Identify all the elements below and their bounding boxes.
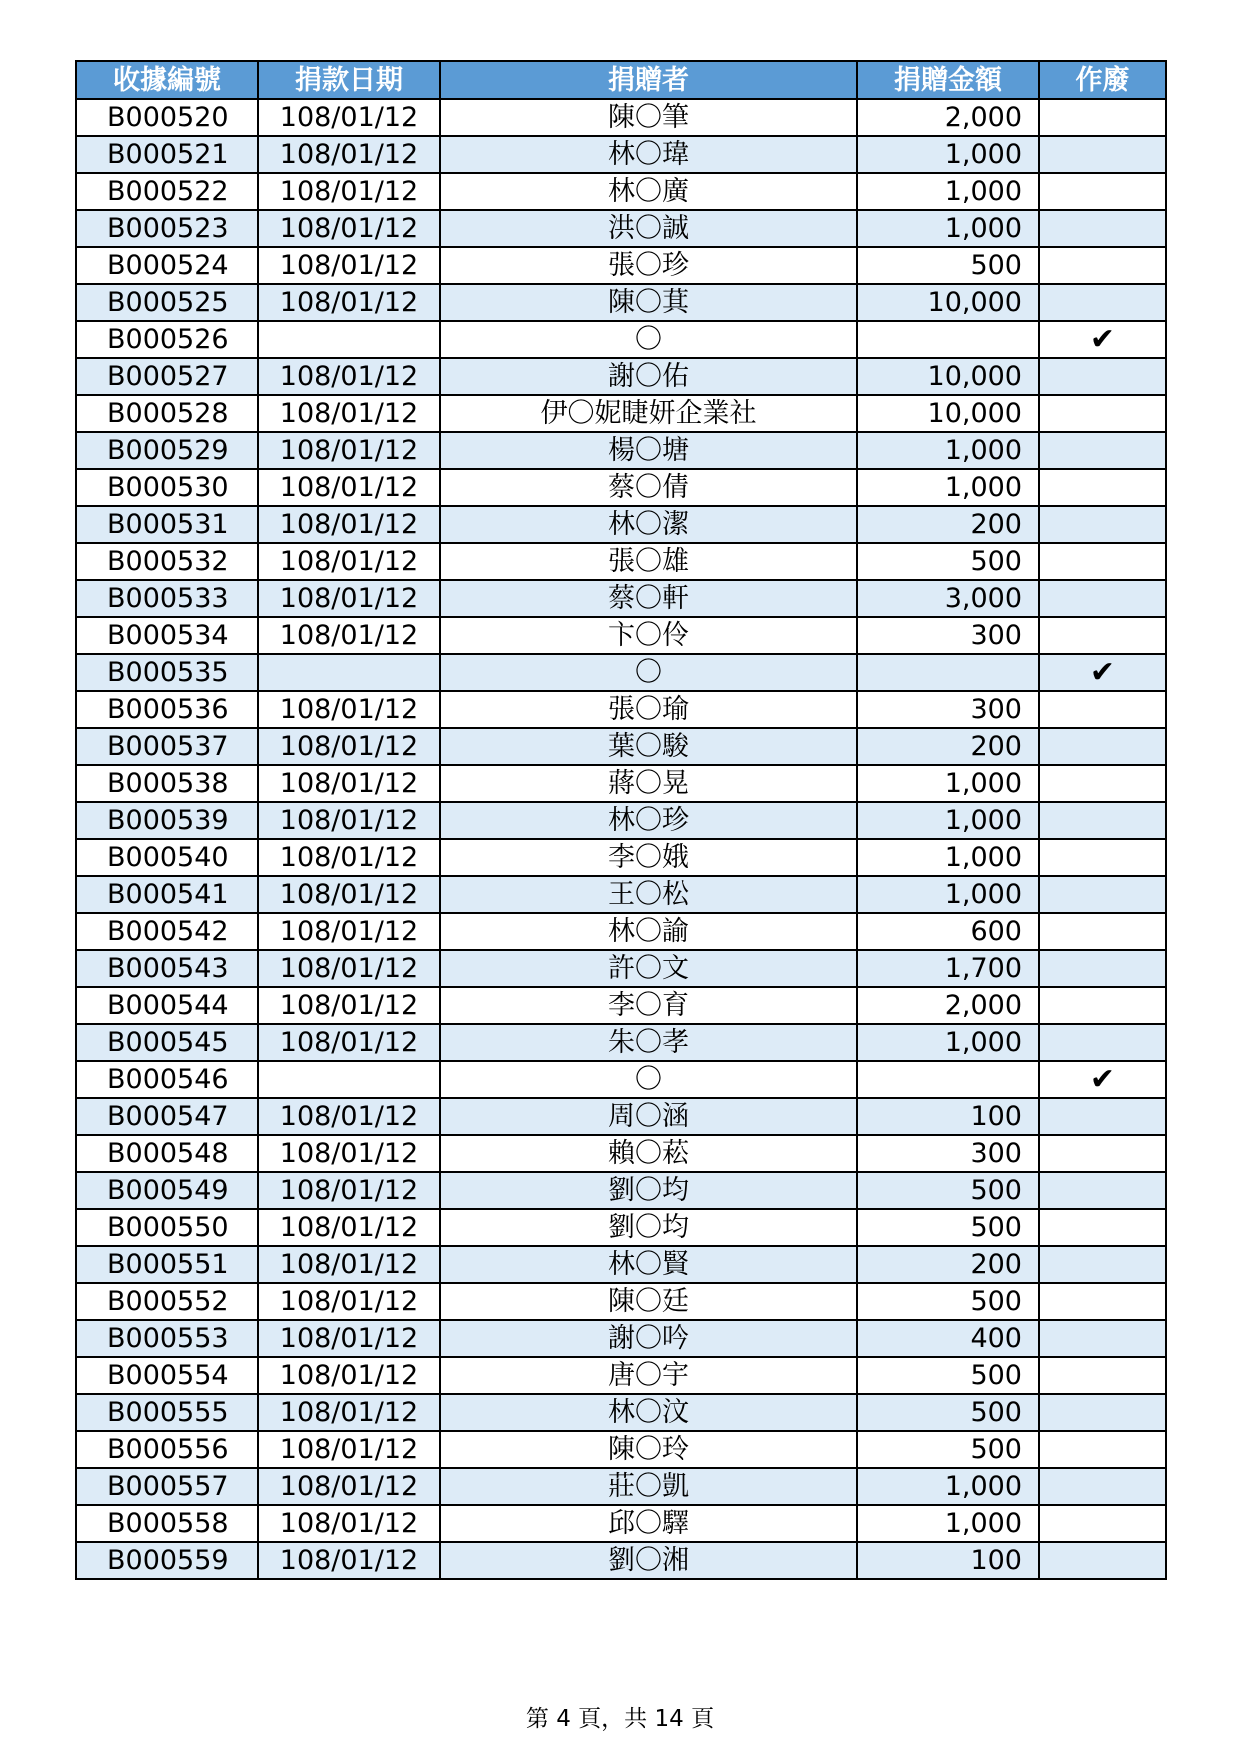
- cell-donation-date: 108/01/12: [258, 765, 440, 802]
- cell-donation-amount: 500: [857, 1172, 1039, 1209]
- table-row: [76, 395, 1166, 432]
- table-row: [76, 543, 1166, 580]
- donation-table: [75, 60, 1167, 1580]
- cell-donor: 林〇廣: [440, 173, 857, 210]
- cell-void-mark: [1039, 1505, 1166, 1542]
- table-row: [76, 469, 1166, 506]
- cell-void-mark: [1039, 987, 1166, 1024]
- cell-donation-amount: 300: [857, 691, 1039, 728]
- cell-donor: 林〇珍: [440, 802, 857, 839]
- cell-void-mark: [1039, 1320, 1166, 1357]
- cell-void-mark: [1039, 728, 1166, 765]
- table-row: [76, 802, 1166, 839]
- cell-donation-date: 108/01/12: [258, 210, 440, 247]
- cell-donation-date: 108/01/12: [258, 506, 440, 543]
- cell-donor: 洪〇誠: [440, 210, 857, 247]
- cell-donor: 卞〇伶: [440, 617, 857, 654]
- header-donation-date: 捐款日期: [258, 61, 440, 99]
- table-row: [76, 876, 1166, 913]
- cell-donation-amount: 1,000: [857, 432, 1039, 469]
- cell-donation-amount: 1,000: [857, 469, 1039, 506]
- table-row: [76, 839, 1166, 876]
- cell-donation-date: 108/01/12: [258, 469, 440, 506]
- cell-donor: 劉〇均: [440, 1172, 857, 1209]
- cell-receipt-number: B000549: [76, 1172, 258, 1209]
- cell-donor: 林〇潔: [440, 506, 857, 543]
- cell-donor: 賴〇菘: [440, 1135, 857, 1172]
- header-void: 作廢: [1039, 61, 1166, 99]
- cell-receipt-number: B000531: [76, 506, 258, 543]
- cell-donation-amount: 600: [857, 913, 1039, 950]
- cell-donor: 謝〇佑: [440, 358, 857, 395]
- cell-donation-amount: 1,000: [857, 136, 1039, 173]
- cell-donor: 王〇松: [440, 876, 857, 913]
- cell-void-mark: [1039, 802, 1166, 839]
- header-donation-amount: 捐贈金額: [857, 61, 1039, 99]
- cell-void-mark: [1039, 1468, 1166, 1505]
- table-row: [76, 765, 1166, 802]
- cell-donation-date: 108/01/12: [258, 691, 440, 728]
- cell-donor: 張〇瑜: [440, 691, 857, 728]
- cell-void-mark: [1039, 247, 1166, 284]
- cell-receipt-number: B000533: [76, 580, 258, 617]
- cell-donor: 楊〇塘: [440, 432, 857, 469]
- table-row: [76, 1283, 1166, 1320]
- cell-donation-date: 108/01/12: [258, 358, 440, 395]
- cell-donation-date: 108/01/12: [258, 1024, 440, 1061]
- cell-donation-amount: 10,000: [857, 395, 1039, 432]
- cell-donation-date: 108/01/12: [258, 1135, 440, 1172]
- cell-donation-amount: 400: [857, 1320, 1039, 1357]
- cell-donor: 伊〇妮睫妍企業社: [440, 395, 857, 432]
- cell-donation-date: 108/01/12: [258, 1246, 440, 1283]
- cell-donor: 張〇雄: [440, 543, 857, 580]
- cell-receipt-number: B000520: [76, 99, 258, 136]
- cell-donation-amount: 1,000: [857, 876, 1039, 913]
- table-row: [76, 210, 1166, 247]
- cell-void-mark: [1039, 210, 1166, 247]
- cell-void-mark: ✔: [1039, 321, 1166, 358]
- cell-donor: 李〇娥: [440, 839, 857, 876]
- cell-donation-amount: 1,000: [857, 839, 1039, 876]
- cell-donation-amount: 200: [857, 1246, 1039, 1283]
- cell-receipt-number: B000554: [76, 1357, 258, 1394]
- cell-donor: 蔣〇晃: [440, 765, 857, 802]
- cell-donor: 張〇珍: [440, 247, 857, 284]
- page-footer: 第 4 頁，共 14 頁: [525, 1706, 715, 1732]
- table-row: [76, 1209, 1166, 1246]
- cell-receipt-number: B000529: [76, 432, 258, 469]
- cell-donation-date: 108/01/12: [258, 1283, 440, 1320]
- cell-donor: 許〇文: [440, 950, 857, 987]
- donation-receipt-sheet: [75, 60, 1165, 1580]
- cell-receipt-number: B000544: [76, 987, 258, 1024]
- cell-donation-date: 108/01/12: [258, 395, 440, 432]
- cell-receipt-number: B000534: [76, 617, 258, 654]
- table-row: [76, 1357, 1166, 1394]
- cell-donation-date: 108/01/12: [258, 1542, 440, 1579]
- cell-donor: 葉〇駿: [440, 728, 857, 765]
- cell-receipt-number: B000535: [76, 654, 258, 691]
- cell-void-mark: [1039, 1394, 1166, 1431]
- cell-receipt-number: B000556: [76, 1431, 258, 1468]
- cell-receipt-number: B000525: [76, 284, 258, 321]
- cell-receipt-number: B000559: [76, 1542, 258, 1579]
- cell-donation-amount: [857, 321, 1039, 358]
- cell-donation-amount: 2,000: [857, 99, 1039, 136]
- cell-void-mark: [1039, 950, 1166, 987]
- cell-donation-date: 108/01/12: [258, 136, 440, 173]
- cell-donation-date: 108/01/12: [258, 876, 440, 913]
- table-row: [76, 691, 1166, 728]
- cell-donation-amount: 1,000: [857, 1468, 1039, 1505]
- cell-void-mark: [1039, 1431, 1166, 1468]
- cell-receipt-number: B000548: [76, 1135, 258, 1172]
- cell-donor: 陳〇玲: [440, 1431, 857, 1468]
- cell-void-mark: [1039, 1024, 1166, 1061]
- cell-donation-amount: 1,000: [857, 1024, 1039, 1061]
- cell-donation-amount: 100: [857, 1098, 1039, 1135]
- cell-donor: 劉〇湘: [440, 1542, 857, 1579]
- cell-donation-date: 108/01/12: [258, 247, 440, 284]
- cell-receipt-number: B000524: [76, 247, 258, 284]
- table-row: [76, 950, 1166, 987]
- cell-receipt-number: B000528: [76, 395, 258, 432]
- cell-void-mark: [1039, 99, 1166, 136]
- cell-donation-date: 108/01/12: [258, 543, 440, 580]
- cell-donor: 李〇育: [440, 987, 857, 1024]
- cell-void-mark: [1039, 1357, 1166, 1394]
- table-row: [76, 1468, 1166, 1505]
- cell-donation-date: 108/01/12: [258, 1431, 440, 1468]
- cell-donation-date: 108/01/12: [258, 1172, 440, 1209]
- cell-donor: 林〇諭: [440, 913, 857, 950]
- cell-void-mark: [1039, 617, 1166, 654]
- cell-void-mark: [1039, 358, 1166, 395]
- cell-void-mark: [1039, 1209, 1166, 1246]
- cell-void-mark: [1039, 839, 1166, 876]
- cell-donation-amount: 500: [857, 1394, 1039, 1431]
- cell-donor: 林〇汶: [440, 1394, 857, 1431]
- cell-void-mark: [1039, 1098, 1166, 1135]
- cell-receipt-number: B000547: [76, 1098, 258, 1135]
- cell-donation-amount: 2,000: [857, 987, 1039, 1024]
- cell-donor: 蔡〇軒: [440, 580, 857, 617]
- cell-donation-date: 108/01/12: [258, 1468, 440, 1505]
- cell-donation-amount: 500: [857, 1283, 1039, 1320]
- cell-donor: 謝〇吟: [440, 1320, 857, 1357]
- cell-donation-amount: 300: [857, 617, 1039, 654]
- cell-receipt-number: B000541: [76, 876, 258, 913]
- cell-donation-amount: 1,000: [857, 173, 1039, 210]
- cell-void-mark: [1039, 580, 1166, 617]
- header-donor: 捐贈者: [440, 61, 857, 99]
- cell-donor: 蔡〇倩: [440, 469, 857, 506]
- cell-donation-amount: 100: [857, 1542, 1039, 1579]
- cell-donation-amount: 500: [857, 1431, 1039, 1468]
- cell-donation-date: 108/01/12: [258, 617, 440, 654]
- cell-donation-amount: 500: [857, 543, 1039, 580]
- table-row: [76, 1172, 1166, 1209]
- cell-donation-date: [258, 1061, 440, 1098]
- cell-void-mark: [1039, 913, 1166, 950]
- cell-donation-amount: [857, 654, 1039, 691]
- cell-receipt-number: B000538: [76, 765, 258, 802]
- cell-donation-amount: 200: [857, 728, 1039, 765]
- cell-donation-date: [258, 654, 440, 691]
- cell-donation-amount: [857, 1061, 1039, 1098]
- cell-donor: 〇: [440, 1061, 857, 1098]
- cell-receipt-number: B000546: [76, 1061, 258, 1098]
- cell-receipt-number: B000522: [76, 173, 258, 210]
- cell-receipt-number: B000555: [76, 1394, 258, 1431]
- table-row: [76, 913, 1166, 950]
- table-row: [76, 1394, 1166, 1431]
- cell-donation-date: 108/01/12: [258, 1320, 440, 1357]
- table-header-row: [76, 61, 1166, 99]
- cell-receipt-number: B000545: [76, 1024, 258, 1061]
- cell-donation-amount: 1,000: [857, 210, 1039, 247]
- cell-receipt-number: B000553: [76, 1320, 258, 1357]
- cell-donation-date: 108/01/12: [258, 839, 440, 876]
- cell-void-mark: [1039, 506, 1166, 543]
- cell-donation-date: 108/01/12: [258, 580, 440, 617]
- cell-donation-date: 108/01/12: [258, 284, 440, 321]
- cell-donor: 周〇涵: [440, 1098, 857, 1135]
- cell-receipt-number: B000550: [76, 1209, 258, 1246]
- cell-void-mark: [1039, 284, 1166, 321]
- table-row: [76, 1431, 1166, 1468]
- cell-donation-date: 108/01/12: [258, 1357, 440, 1394]
- table-row: [76, 580, 1166, 617]
- cell-donation-date: 108/01/12: [258, 99, 440, 136]
- cell-donation-amount: 1,700: [857, 950, 1039, 987]
- cell-donation-date: 108/01/12: [258, 802, 440, 839]
- cell-void-mark: [1039, 173, 1166, 210]
- cell-donation-amount: 10,000: [857, 358, 1039, 395]
- cell-donation-amount: 200: [857, 506, 1039, 543]
- cell-donation-amount: 1,000: [857, 802, 1039, 839]
- cell-donor: 唐〇宇: [440, 1357, 857, 1394]
- cell-donor: 林〇瑋: [440, 136, 857, 173]
- cell-donation-date: 108/01/12: [258, 1209, 440, 1246]
- table-row: [76, 1505, 1166, 1542]
- cell-receipt-number: B000523: [76, 210, 258, 247]
- cell-void-mark: [1039, 395, 1166, 432]
- cell-donor: 陳〇廷: [440, 1283, 857, 1320]
- cell-donation-date: 108/01/12: [258, 1394, 440, 1431]
- cell-donation-date: 108/01/12: [258, 950, 440, 987]
- cell-receipt-number: B000526: [76, 321, 258, 358]
- cell-donor: 莊〇凱: [440, 1468, 857, 1505]
- cell-donor: 陳〇筆: [440, 99, 857, 136]
- table-row: [76, 1024, 1166, 1061]
- table-row: [76, 173, 1166, 210]
- cell-void-mark: [1039, 1172, 1166, 1209]
- table-row: [76, 1246, 1166, 1283]
- table-row: [76, 506, 1166, 543]
- cell-donation-amount: 1,000: [857, 765, 1039, 802]
- table-row: [76, 1542, 1166, 1579]
- table-row: [76, 1135, 1166, 1172]
- cell-donor: 陳〇萁: [440, 284, 857, 321]
- cell-void-mark: [1039, 1283, 1166, 1320]
- cell-receipt-number: B000530: [76, 469, 258, 506]
- cell-void-mark: [1039, 432, 1166, 469]
- table-row: [76, 1098, 1166, 1135]
- cell-receipt-number: B000532: [76, 543, 258, 580]
- table-row: [76, 321, 1166, 358]
- cell-donation-amount: 500: [857, 1357, 1039, 1394]
- cell-void-mark: [1039, 876, 1166, 913]
- cell-donor: 朱〇孝: [440, 1024, 857, 1061]
- cell-donation-amount: 500: [857, 1209, 1039, 1246]
- cell-donor: 〇: [440, 321, 857, 358]
- table-row: [76, 358, 1166, 395]
- cell-donation-date: 108/01/12: [258, 1505, 440, 1542]
- cell-donation-date: 108/01/12: [258, 913, 440, 950]
- cell-receipt-number: B000539: [76, 802, 258, 839]
- cell-receipt-number: B000527: [76, 358, 258, 395]
- cell-void-mark: [1039, 469, 1166, 506]
- cell-void-mark: [1039, 1135, 1166, 1172]
- table-row: [76, 1061, 1166, 1098]
- cell-donation-amount: 1,000: [857, 1505, 1039, 1542]
- cell-donation-date: 108/01/12: [258, 728, 440, 765]
- cell-receipt-number: B000542: [76, 913, 258, 950]
- cell-void-mark: ✔: [1039, 1061, 1166, 1098]
- table-row: [76, 432, 1166, 469]
- cell-void-mark: [1039, 1542, 1166, 1579]
- cell-donation-date: 108/01/12: [258, 432, 440, 469]
- cell-donation-date: 108/01/12: [258, 173, 440, 210]
- table-row: [76, 136, 1166, 173]
- cell-receipt-number: B000551: [76, 1246, 258, 1283]
- cell-donation-amount: 3,000: [857, 580, 1039, 617]
- table-row: [76, 987, 1166, 1024]
- cell-receipt-number: B000540: [76, 839, 258, 876]
- cell-receipt-number: B000536: [76, 691, 258, 728]
- cell-receipt-number: B000521: [76, 136, 258, 173]
- cell-receipt-number: B000557: [76, 1468, 258, 1505]
- cell-donor: 劉〇均: [440, 1209, 857, 1246]
- table-row: [76, 654, 1166, 691]
- table-body: [76, 99, 1166, 1579]
- cell-donation-date: 108/01/12: [258, 1098, 440, 1135]
- cell-donor: 邱〇驛: [440, 1505, 857, 1542]
- cell-receipt-number: B000558: [76, 1505, 258, 1542]
- cell-receipt-number: B000552: [76, 1283, 258, 1320]
- cell-receipt-number: B000537: [76, 728, 258, 765]
- cell-receipt-number: B000543: [76, 950, 258, 987]
- cell-void-mark: [1039, 765, 1166, 802]
- table-row: [76, 99, 1166, 136]
- table-row: [76, 617, 1166, 654]
- table-row: [76, 247, 1166, 284]
- cell-donation-amount: 300: [857, 1135, 1039, 1172]
- table-row: [76, 728, 1166, 765]
- cell-void-mark: [1039, 691, 1166, 728]
- cell-void-mark: [1039, 543, 1166, 580]
- table-row: [76, 284, 1166, 321]
- cell-donation-amount: 10,000: [857, 284, 1039, 321]
- cell-void-mark: [1039, 1246, 1166, 1283]
- cell-donation-date: [258, 321, 440, 358]
- cell-donor: 〇: [440, 654, 857, 691]
- cell-donation-amount: 500: [857, 247, 1039, 284]
- cell-void-mark: ✔: [1039, 654, 1166, 691]
- header-receipt-number: 收據編號: [76, 61, 258, 99]
- cell-donation-date: 108/01/12: [258, 987, 440, 1024]
- table-row: [76, 1320, 1166, 1357]
- cell-void-mark: [1039, 136, 1166, 173]
- cell-donor: 林〇賢: [440, 1246, 857, 1283]
